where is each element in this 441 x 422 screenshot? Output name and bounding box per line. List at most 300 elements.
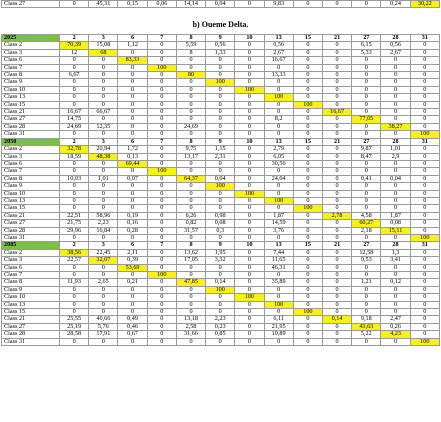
table-cell: 0 <box>206 294 235 301</box>
year-header-row <box>2 35 440 42</box>
table-cell: 0 <box>176 338 205 345</box>
table-cell: 0 <box>293 227 322 234</box>
table-cell: 0 <box>264 101 293 108</box>
table-cell: 0 <box>235 257 264 264</box>
table-cell: 0 <box>293 72 322 79</box>
table-cell: 0 <box>147 227 176 234</box>
table-cell: 0 <box>235 323 264 330</box>
table-cell: 0 <box>322 264 351 271</box>
table-cell: 0 <box>176 309 205 316</box>
table-cell: 0 <box>235 42 264 49</box>
table-cell: 0 <box>322 279 351 286</box>
table-cell: 0 <box>147 190 176 197</box>
table-cell: 5,76 <box>89 323 118 330</box>
row-label: Class 9 <box>2 286 60 293</box>
table-cell: 0 <box>147 72 176 79</box>
table-cell: 12,35 <box>89 123 118 130</box>
table-cell: 0 <box>410 205 439 212</box>
table-cell: 0 <box>381 338 410 345</box>
table-cell: 0 <box>118 79 147 86</box>
column-header: 9 <box>206 138 235 145</box>
table-cell: 100 <box>147 272 176 279</box>
table-cell: 0 <box>381 183 410 190</box>
table-cell: 0 <box>147 309 176 316</box>
table-cell: 3,76 <box>264 227 293 234</box>
table-cell: 0 <box>352 79 381 86</box>
table-row <box>2 190 440 197</box>
table-row <box>2 279 440 286</box>
table-cell: 0 <box>118 131 147 138</box>
table-cell: 58,96 <box>89 212 118 219</box>
table-cell: 0,46 <box>118 323 147 330</box>
column-header: 2 <box>60 138 89 145</box>
column-header: 15 <box>293 242 322 249</box>
table-cell: 0,06 <box>147 1 176 8</box>
table-cell: 0 <box>264 79 293 86</box>
table-cell: 11,93 <box>60 279 89 286</box>
table-cell: 0 <box>293 86 322 93</box>
table-cell: 0 <box>60 94 89 101</box>
table-cell: 0,39 <box>118 257 147 264</box>
table-cell: 0 <box>206 64 235 71</box>
table-cell: 0 <box>352 197 381 204</box>
table-cell: 0 <box>381 286 410 293</box>
table-cell: 0 <box>60 294 89 301</box>
column-header: 7 <box>147 138 176 145</box>
table-row <box>2 57 440 64</box>
table-cell: 0 <box>293 183 322 190</box>
table-cell: 0 <box>206 234 235 241</box>
table-cell: 0 <box>118 286 147 293</box>
table-cell: 0 <box>147 323 176 330</box>
table-cell: 66,67 <box>89 109 118 116</box>
table-cell: 0 <box>235 205 264 212</box>
table-cell: 0,04 <box>206 1 235 8</box>
row-label: Class 7 <box>2 272 60 279</box>
table-cell: 0 <box>352 1 381 8</box>
table-cell: 0 <box>147 197 176 204</box>
table-cell: 100 <box>264 94 293 101</box>
table-cell: 30,56 <box>264 160 293 167</box>
table-cell: 0 <box>381 94 410 101</box>
table-cell: 1,3 <box>381 249 410 256</box>
column-header: 21 <box>322 138 351 145</box>
table-cell: 3,32 <box>206 257 235 264</box>
table-cell: 0 <box>410 301 439 308</box>
table-cell: 0 <box>147 86 176 93</box>
table-row <box>2 212 440 219</box>
table-cell: 0 <box>322 94 351 101</box>
table-cell: 0,14 <box>322 316 351 323</box>
table-cell: 0 <box>410 42 439 49</box>
table-cell: 0 <box>352 101 381 108</box>
table-cell: 0 <box>410 153 439 160</box>
table-cell: 0 <box>206 123 235 130</box>
table-cell: 0 <box>118 116 147 123</box>
table-cell: 0 <box>235 316 264 323</box>
table-cell: 14,75 <box>60 116 89 123</box>
table-cell: 5,59 <box>176 42 205 49</box>
table-cell: 0 <box>147 123 176 130</box>
table-cell: 100 <box>235 294 264 301</box>
table-cell: 0 <box>147 264 176 271</box>
table-cell: 0 <box>89 234 118 241</box>
table-cell: 0 <box>381 309 410 316</box>
table-cell: 0 <box>322 286 351 293</box>
table-cell: 31,57 <box>176 227 205 234</box>
table-cell: 0 <box>322 116 351 123</box>
table-cell: 0 <box>89 72 118 79</box>
table-cell: 0 <box>322 72 351 79</box>
table-cell: 0 <box>410 197 439 204</box>
column-header: 10 <box>235 35 264 42</box>
table-cell: 0 <box>235 101 264 108</box>
table-cell: 17,05 <box>176 257 205 264</box>
table-cell: 0 <box>118 301 147 308</box>
table-cell: 0 <box>235 309 264 316</box>
table-cell: 5,22 <box>352 331 381 338</box>
row-label: Class 9 <box>2 79 60 86</box>
table-cell: 9,75 <box>176 146 205 153</box>
table-cell: 0 <box>60 301 89 308</box>
table-cell: 0 <box>118 338 147 345</box>
table-cell: 31,66 <box>176 331 205 338</box>
table-cell: 4,58 <box>352 212 381 219</box>
column-header: 9 <box>206 35 235 42</box>
table-cell: 0 <box>89 205 118 212</box>
table-cell: 0,04 <box>206 175 235 182</box>
table-cell: 0 <box>176 264 205 271</box>
table-cell: 0 <box>293 131 322 138</box>
table-cell: 0 <box>235 338 264 345</box>
table-cell: 0 <box>206 205 235 212</box>
table-cell: 0,08 <box>381 220 410 227</box>
table-cell: 80 <box>176 72 205 79</box>
table-cell: 0 <box>89 301 118 308</box>
table-cell: 0 <box>352 183 381 190</box>
table-cell: 0,21 <box>118 279 147 286</box>
table-cell: 0 <box>293 57 322 64</box>
table-cell: 0 <box>322 323 351 330</box>
table-cell: 0 <box>293 146 322 153</box>
table-cell: 0 <box>293 338 322 345</box>
table-cell: 0 <box>322 146 351 153</box>
table-cell: 0 <box>322 175 351 182</box>
table-cell: 2,65 <box>89 279 118 286</box>
row-label: Class 28 <box>2 331 60 338</box>
table-cell: 1,12 <box>118 42 147 49</box>
table-cell: 0 <box>206 190 235 197</box>
table-cell: 0 <box>147 57 176 64</box>
table-cell: 9,18 <box>352 316 381 323</box>
table-cell: 21,75 <box>60 220 89 227</box>
table-cell: 1,15 <box>206 146 235 153</box>
table-cell: 0 <box>381 72 410 79</box>
table-cell: 0,49 <box>118 316 147 323</box>
table-row <box>2 79 440 86</box>
column-header: 28 <box>381 35 410 42</box>
row-label: Class 6 <box>2 57 60 64</box>
table-cell: 15,08 <box>89 42 118 49</box>
table-cell: 6,67 <box>60 72 89 79</box>
table-cell: 0 <box>322 272 351 279</box>
table-cell: 0 <box>293 257 322 264</box>
row-label: Class 27 <box>2 220 60 227</box>
table-cell: 40,66 <box>89 316 118 323</box>
table-cell: 0 <box>147 160 176 167</box>
table-cell: 0 <box>264 183 293 190</box>
table-cell: 100 <box>147 64 176 71</box>
table-cell: 0,04 <box>381 175 410 182</box>
table-cell: 13,62 <box>176 249 205 256</box>
table-cell: 0 <box>235 146 264 153</box>
column-header: 6 <box>118 242 147 249</box>
table-cell: 2,18 <box>352 227 381 234</box>
table-cell: 0 <box>352 57 381 64</box>
table-cell: 22,57 <box>60 257 89 264</box>
table-cell: 0 <box>264 234 293 241</box>
table-cell: 0 <box>293 168 322 175</box>
table-cell: 0,82 <box>176 220 205 227</box>
table-cell: 0 <box>176 64 205 71</box>
table-cell: 0 <box>89 160 118 167</box>
table-cell: 0 <box>264 286 293 293</box>
table-cell: 0 <box>147 116 176 123</box>
table-cell: 35,89 <box>264 279 293 286</box>
table-cell: 0 <box>89 57 118 64</box>
table-cell: 7,44 <box>264 249 293 256</box>
table-cell: 0 <box>147 94 176 101</box>
table-cell: 0 <box>147 183 176 190</box>
table-cell: 0 <box>381 272 410 279</box>
table-cell: 100 <box>293 205 322 212</box>
table-cell: 0 <box>176 294 205 301</box>
table-cell: 0 <box>147 109 176 116</box>
table-cell: 0 <box>235 234 264 241</box>
table-cell: 0 <box>60 101 89 108</box>
table-cell: 0 <box>118 183 147 190</box>
table-cell: 0 <box>60 286 89 293</box>
table-cell: 100 <box>293 101 322 108</box>
row-label: Class 2 <box>2 146 60 153</box>
column-header: 31 <box>410 242 439 249</box>
table-cell: 0 <box>352 205 381 212</box>
table-cell: 6,26 <box>176 212 205 219</box>
table-cell: 0 <box>89 168 118 175</box>
table-cell: 15,11 <box>381 227 410 234</box>
table-cell: 12,58 <box>352 249 381 256</box>
table-cell: 0 <box>206 272 235 279</box>
table-row <box>2 101 440 108</box>
table-cell: 0 <box>118 72 147 79</box>
table-cell: 0 <box>293 294 322 301</box>
table-cell: 0,98 <box>206 212 235 219</box>
table-row <box>2 109 440 116</box>
row-label: Class 28 <box>2 227 60 234</box>
table-cell: 0 <box>352 160 381 167</box>
table-cell: 0,12 <box>381 279 410 286</box>
table-cell: 0 <box>89 86 118 93</box>
table-cell: 0 <box>118 64 147 71</box>
table-cell: 0 <box>293 331 322 338</box>
table-cell: 14,14 <box>176 1 205 8</box>
table-cell: 0 <box>352 286 381 293</box>
column-header: 2 <box>60 242 89 249</box>
table-cell: 0 <box>147 234 176 241</box>
table-cell: 0 <box>60 86 89 93</box>
table-cell: 0 <box>147 131 176 138</box>
table-cell: 0 <box>410 227 439 234</box>
row-label: Class 21 <box>2 212 60 219</box>
table-cell: 0 <box>176 116 205 123</box>
table-cell: 0 <box>60 57 89 64</box>
table-cell: 0 <box>206 264 235 271</box>
table-cell: 6,11 <box>264 316 293 323</box>
table-cell: 0 <box>410 190 439 197</box>
table-cell: 0 <box>293 153 322 160</box>
column-header: 27 <box>352 35 381 42</box>
row-label: Class 28 <box>2 123 60 130</box>
table-cell: 24,69 <box>176 123 205 130</box>
table-cell: 0 <box>381 131 410 138</box>
table-cell: 0 <box>322 101 351 108</box>
row-label: Class 31 <box>2 234 60 241</box>
table-cell: 1,87 <box>381 212 410 219</box>
column-header: 21 <box>322 242 351 249</box>
table-cell: 0 <box>410 183 439 190</box>
table-cell: 0 <box>89 294 118 301</box>
table-cell: 0 <box>293 116 322 123</box>
row-label: Class 3 <box>2 49 60 56</box>
table-cell: 1,01 <box>89 175 118 182</box>
section-title: b) Oueme Delta. <box>192 20 249 29</box>
table-cell: 83,33 <box>118 57 147 64</box>
table-cell: 0 <box>410 94 439 101</box>
table-cell: 0 <box>322 301 351 308</box>
row-label: Class 7 <box>2 64 60 71</box>
table-cell: 0 <box>264 309 293 316</box>
table-cell: 0 <box>352 94 381 101</box>
table-cell: 1,87 <box>264 212 293 219</box>
table-cell: 0,67 <box>118 331 147 338</box>
year-label: 2085 <box>2 242 60 249</box>
row-label: Class 8 <box>2 279 60 286</box>
column-header: 27 <box>352 242 381 249</box>
table-cell: 13,17 <box>176 153 205 160</box>
table-cell: 77,05 <box>352 116 381 123</box>
column-header: 9 <box>206 242 235 249</box>
table-cell: 0 <box>381 294 410 301</box>
column-header: 8 <box>176 242 205 249</box>
table-cell: 0 <box>381 301 410 308</box>
table-cell: 0 <box>147 279 176 286</box>
row-label: Class 6 <box>2 160 60 167</box>
table-cell: 38,27 <box>381 123 410 130</box>
table-cell: 0 <box>352 234 381 241</box>
table-cell: 0 <box>322 86 351 93</box>
table-cell: 0 <box>147 49 176 56</box>
row-label: Class 21 <box>2 109 60 116</box>
table-cell: 0 <box>293 94 322 101</box>
table-row <box>2 1 440 8</box>
table-cell: 1,95 <box>206 249 235 256</box>
column-header: 3 <box>89 35 118 42</box>
table-cell: 0 <box>60 79 89 86</box>
table-cell: 11,65 <box>264 257 293 264</box>
row-label: Class 15 <box>2 205 60 212</box>
table-cell: 0 <box>235 175 264 182</box>
table-cell: 8,2 <box>264 116 293 123</box>
table-cell: 32,07 <box>89 257 118 264</box>
table-cell: 0 <box>410 175 439 182</box>
table-cell: 0 <box>235 109 264 116</box>
table-cell: 0 <box>60 264 89 271</box>
table-cell: 0 <box>293 42 322 49</box>
table-cell: 0 <box>235 279 264 286</box>
table-cell: 0 <box>264 131 293 138</box>
table-cell: 0 <box>60 1 89 8</box>
table-cell: 9,87 <box>352 146 381 153</box>
table-cell: 0 <box>322 49 351 56</box>
table-cell: 0 <box>147 153 176 160</box>
table-cell: 53,69 <box>118 264 147 271</box>
table-cell: 0 <box>147 205 176 212</box>
table-cell: 0 <box>60 160 89 167</box>
table-row <box>2 257 440 264</box>
table-cell: 100 <box>206 79 235 86</box>
table-row <box>2 123 440 130</box>
table-cell: 24,69 <box>60 123 89 130</box>
table-cell: 0 <box>293 264 322 271</box>
table-cell: 0,13 <box>118 153 147 160</box>
table-cell: 100 <box>264 197 293 204</box>
column-header: 3 <box>89 138 118 145</box>
table-cell: 2,23 <box>89 220 118 227</box>
table-row <box>2 205 440 212</box>
table-cell: 0 <box>264 64 293 71</box>
table-cell: 0 <box>60 64 89 71</box>
table-cell: 0 <box>293 272 322 279</box>
table-cell: 0,24 <box>381 1 410 8</box>
table-row <box>2 234 440 241</box>
table-cell: 0 <box>322 220 351 227</box>
table-cell: 0 <box>293 49 322 56</box>
column-header: 31 <box>410 35 439 42</box>
table-cell: 0 <box>235 272 264 279</box>
table-cell: 0 <box>235 249 264 256</box>
row-label: Class 27 <box>2 116 60 123</box>
row-label: Class 6 <box>2 264 60 271</box>
table-cell: 0 <box>147 101 176 108</box>
row-label: Class 27 <box>2 1 60 8</box>
table-cell: 4,23 <box>381 331 410 338</box>
table-cell: 0 <box>322 79 351 86</box>
table-cell: 8 <box>176 49 205 56</box>
table-row <box>2 323 440 330</box>
table-cell: 16,84 <box>89 227 118 234</box>
column-header: 7 <box>147 242 176 249</box>
table-cell: 0 <box>410 64 439 71</box>
table-cell: 0 <box>176 205 205 212</box>
table-row <box>2 49 440 56</box>
table-cell: 0 <box>235 183 264 190</box>
column-header: 15 <box>293 35 322 42</box>
table-cell: 0 <box>235 123 264 130</box>
row-label: Class 8 <box>2 175 60 182</box>
table-cell: 100 <box>147 168 176 175</box>
table-cell: 13,18 <box>176 316 205 323</box>
table-row <box>2 264 440 271</box>
